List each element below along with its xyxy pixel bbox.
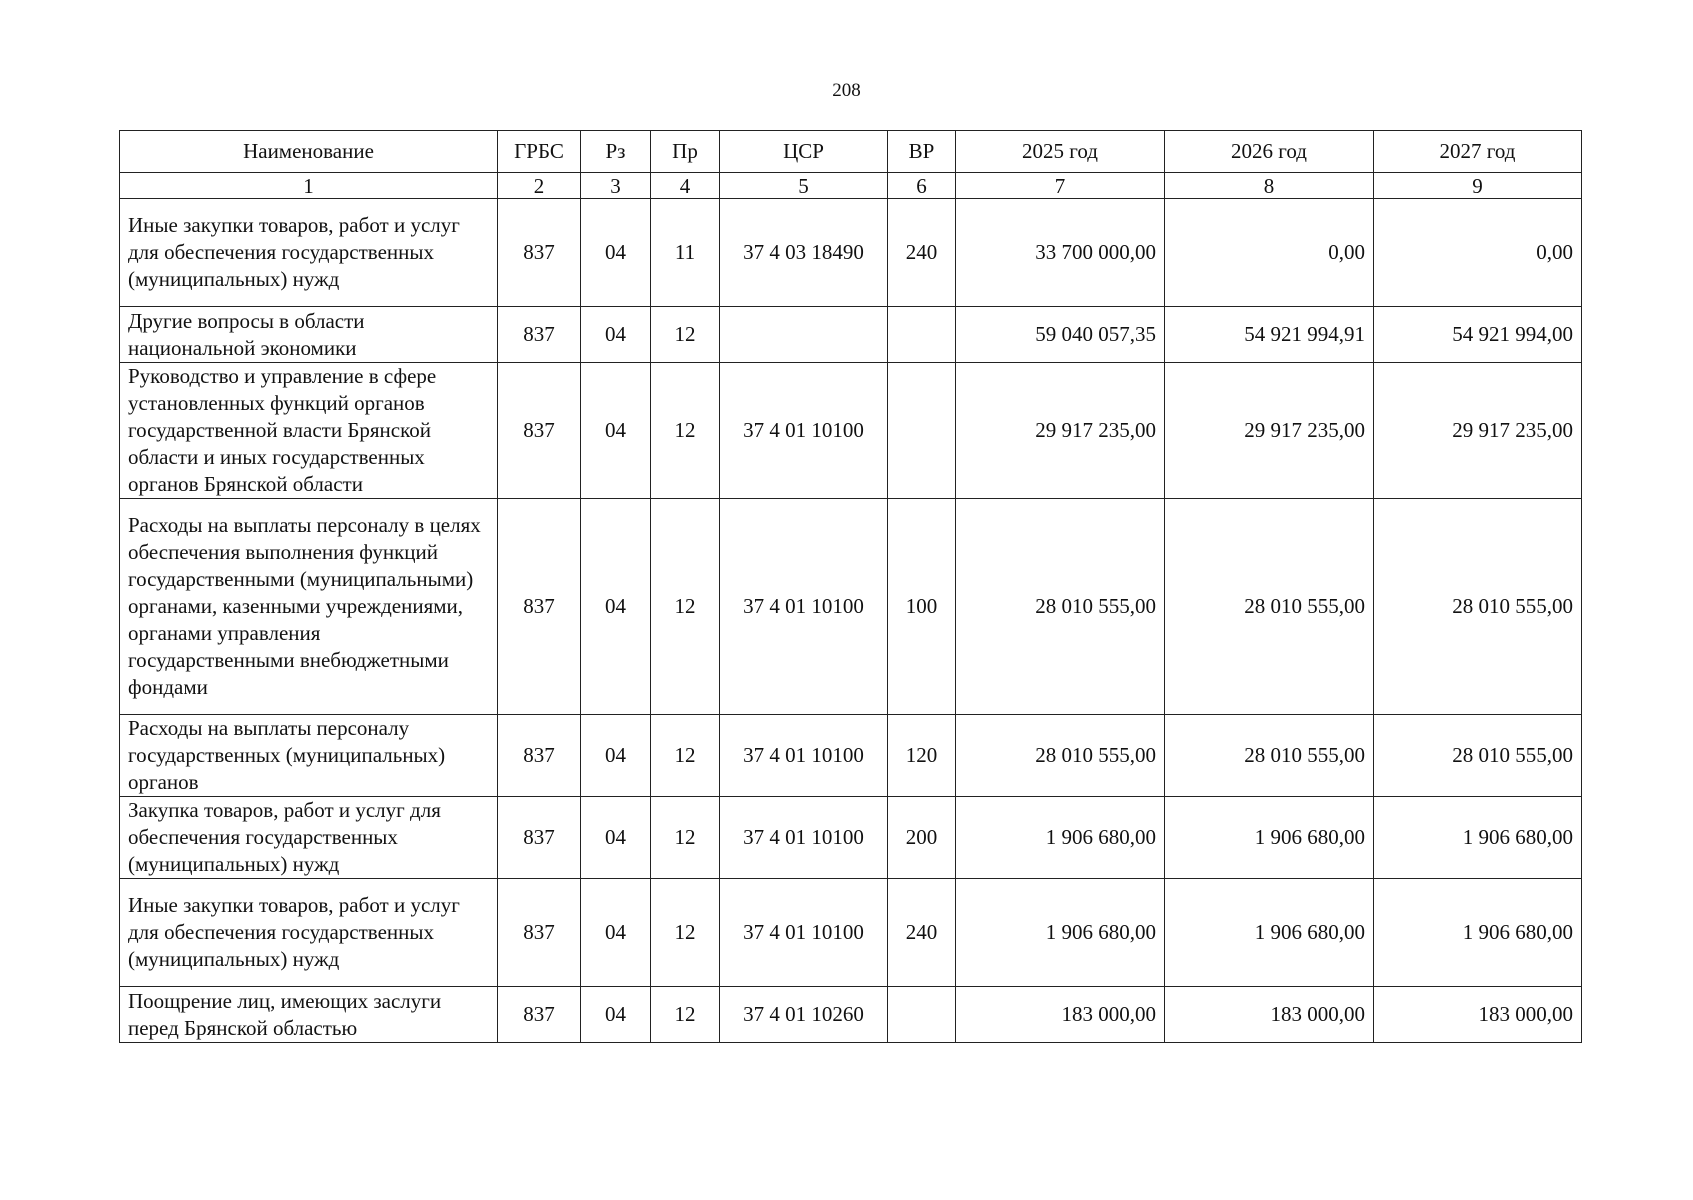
header-grbs: ГРБС [498,131,581,173]
row-name: Руководство и управление в сфере установленных функций органов государственной власти Брянской области и иных государственных органов Брянской области [120,363,498,499]
row-name: Иные закупки товаров, работ и услуг для обеспечения государственных (муниципальных) нужд [120,879,498,987]
row-amount-2027: 1 906 680,00 [1374,797,1582,879]
row-amount-2025: 29 917 235,00 [956,363,1165,499]
row-pr: 12 [651,307,720,363]
row-rz: 04 [581,797,651,879]
row-amount-2025: 28 010 555,00 [956,715,1165,797]
row-amount-2025: 59 040 057,35 [956,307,1165,363]
column-number: 1 [120,173,498,199]
row-vr [888,363,956,499]
row-vr [888,987,956,1043]
row-amount-2025: 33 700 000,00 [956,199,1165,307]
row-csr: 37 4 03 18490 [720,199,888,307]
page-number: 208 [832,80,861,101]
row-amount-2026: 28 010 555,00 [1165,499,1374,715]
row-amount-2026: 0,00 [1165,199,1374,307]
row-grbs: 837 [498,499,581,715]
table-row [120,715,1582,797]
table-row [120,199,1582,307]
column-number: 2 [498,173,581,199]
row-pr: 12 [651,715,720,797]
row-vr: 240 [888,199,956,307]
column-number: 7 [956,173,1165,199]
row-rz: 04 [581,499,651,715]
row-name: Закупка товаров, работ и услуг для обеспечения государственных (муниципальных) нужд [120,797,498,879]
row-amount-2025: 183 000,00 [956,987,1165,1043]
row-name: Расходы на выплаты персоналу государственных (муниципальных) органов [120,715,498,797]
row-pr: 11 [651,199,720,307]
row-rz: 04 [581,307,651,363]
row-amount-2026: 183 000,00 [1165,987,1374,1043]
row-grbs: 837 [498,987,581,1043]
row-vr [888,307,956,363]
row-amount-2027: 1 906 680,00 [1374,879,1582,987]
table-row [120,363,1582,499]
header-rz: Рз [581,131,651,173]
row-csr: 37 4 01 10100 [720,715,888,797]
header-pr: Пр [651,131,720,173]
row-rz: 04 [581,199,651,307]
row-name: Иные закупки товаров, работ и услуг для обеспечения государственных (муниципальных) нужд [120,199,498,307]
row-amount-2025: 1 906 680,00 [956,879,1165,987]
header-row [120,131,1582,173]
row-pr: 12 [651,797,720,879]
row-vr: 200 [888,797,956,879]
header-vr: ВР [888,131,956,173]
column-number: 9 [1374,173,1582,199]
row-rz: 04 [581,987,651,1043]
row-amount-2027: 0,00 [1374,199,1582,307]
row-amount-2027: 183 000,00 [1374,987,1582,1043]
column-number: 8 [1165,173,1374,199]
row-vr: 240 [888,879,956,987]
table-row [120,797,1582,879]
row-csr: 37 4 01 10100 [720,499,888,715]
row-grbs: 837 [498,879,581,987]
row-amount-2026: 1 906 680,00 [1165,879,1374,987]
row-grbs: 837 [498,715,581,797]
row-rz: 04 [581,363,651,499]
row-grbs: 837 [498,307,581,363]
header-2027: 2027 год [1374,131,1582,173]
row-amount-2027: 28 010 555,00 [1374,715,1582,797]
row-amount-2025: 1 906 680,00 [956,797,1165,879]
row-amount-2026: 54 921 994,91 [1165,307,1374,363]
row-name: Другие вопросы в области национальной экономики [120,307,498,363]
row-amount-2027: 54 921 994,00 [1374,307,1582,363]
row-rz: 04 [581,715,651,797]
row-pr: 12 [651,987,720,1043]
row-amount-2025: 28 010 555,00 [956,499,1165,715]
header-2026: 2026 год [1165,131,1374,173]
row-pr: 12 [651,879,720,987]
row-rz: 04 [581,879,651,987]
row-csr [720,307,888,363]
row-pr: 12 [651,363,720,499]
row-amount-2027: 28 010 555,00 [1374,499,1582,715]
row-amount-2027: 29 917 235,00 [1374,363,1582,499]
row-vr: 120 [888,715,956,797]
row-csr: 37 4 01 10100 [720,797,888,879]
column-number: 5 [720,173,888,199]
row-vr: 100 [888,499,956,715]
table-row [120,987,1582,1043]
budget-table [119,130,1582,1043]
header-csr: ЦСР [720,131,888,173]
header-2025: 2025 год [956,131,1165,173]
row-grbs: 837 [498,363,581,499]
row-csr: 37 4 01 10100 [720,879,888,987]
column-number: 3 [581,173,651,199]
table-row [120,879,1582,987]
row-amount-2026: 1 906 680,00 [1165,797,1374,879]
row-csr: 37 4 01 10260 [720,987,888,1043]
row-pr: 12 [651,499,720,715]
row-grbs: 837 [498,199,581,307]
row-name: Расходы на выплаты персоналу в целях обеспечения выполнения функций государственными (муниципальными) органами, казенными учреждениями, органами управления государственными внебюджетными фондами [120,499,498,715]
column-number: 4 [651,173,720,199]
row-csr: 37 4 01 10100 [720,363,888,499]
row-amount-2026: 29 917 235,00 [1165,363,1374,499]
column-number: 6 [888,173,956,199]
column-number-row [120,173,1582,199]
table-row [120,499,1582,715]
header-name: Наименование [120,131,498,173]
row-amount-2026: 28 010 555,00 [1165,715,1374,797]
row-name: Поощрение лиц, имеющих заслуги перед Брянской областью [120,987,498,1043]
row-grbs: 837 [498,797,581,879]
table-row [120,307,1582,363]
